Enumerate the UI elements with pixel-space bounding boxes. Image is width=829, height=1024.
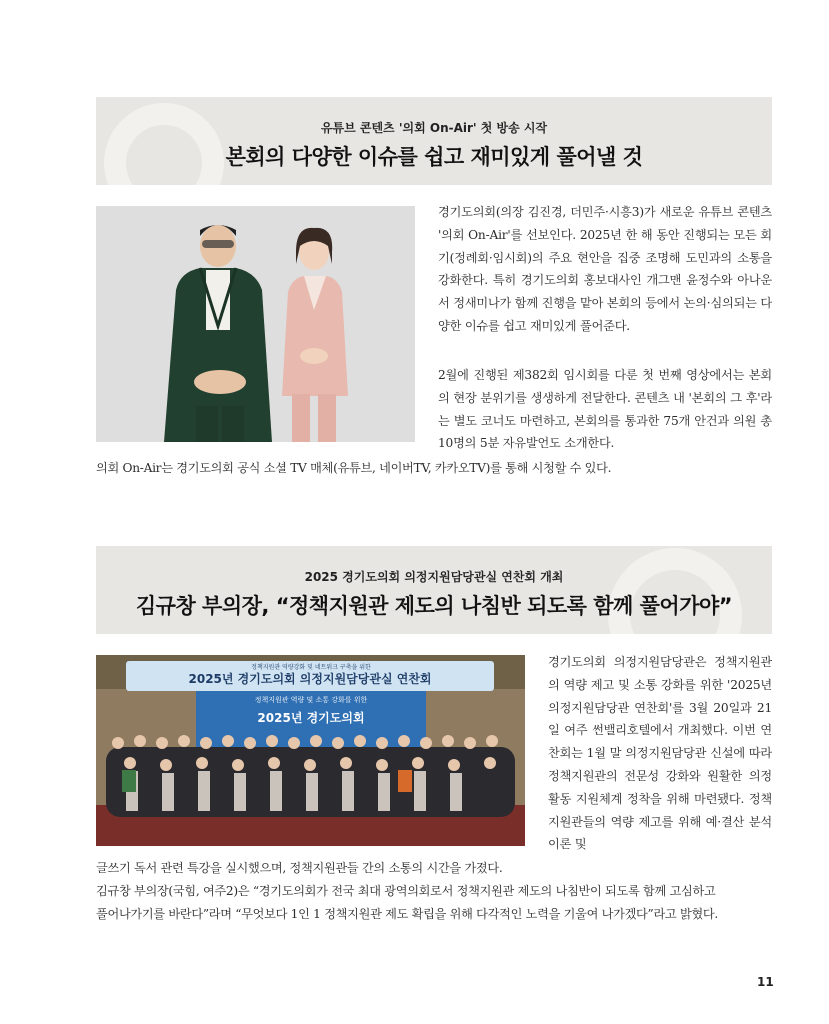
article2-quote-line-2: 풀어나가기를 바란다”라며 “무엇보다 1인 1 정책지원관 제도 확립을 위해 다각적인 노력을 기울여 나가겠다”라고 밝혔다. xyxy=(96,907,718,921)
article1-paragraph-1: 경기도의회(의장 김진경, 더민주·시흥3)가 새로운 유튜브 콘텐츠 '의회 On-Air'를 선보인다. 2025년 한 해 동안 진행되는 모든 회기(정례회·임시회)의 주요 현안을 집중 조명해 도민과의 소통을 강화한다. 특히 경기도의회 홍보대사인 개그맨 윤정수와 아나운서 정새미나가 함께 진행을 맡아 본회의 등에서 논의·심의되는 다양한 이슈를 쉽고 재미있게 풀어준다. xyxy=(438,205,772,333)
page-number: 11 xyxy=(757,975,774,989)
photo-screen-title: 2025년 경기도의회 xyxy=(257,711,365,725)
article2-headline: 김규창 부의장, “정책지원관 제도의 나침반 되도록 함께 풀어가야” xyxy=(135,594,733,618)
article1-paragraph-2: 2월에 진행된 제382회 임시회를 다룬 첫 번째 영상에서는 본회의 현장 분위기를 생생하게 전달한다. 콘텐츠 내 '본회의 그 후'라는 별도 코너도 마련하고, 본회의를 통과한 75개 안건과 의원 총 10명의 5분 자유발언도 소개한다. xyxy=(438,368,772,451)
article1-kicker: 유튜브 콘텐츠 '의회 On-Air' 첫 방송 시작 xyxy=(320,121,548,135)
photo-screen-subtitle: 정책지원관 역량 및 소통 강화를 위한 xyxy=(254,696,368,704)
photo-banner-small-text: 정책지원관 역량강화 및 네트워크 구축을 위한 xyxy=(251,664,371,671)
article1-title-banner xyxy=(96,97,772,185)
article2-title-banner xyxy=(96,546,772,634)
article2-paragraph-continued: 글쓰기 독서 관련 특강을 실시했으며, 정책지원관들 간의 소통의 시간을 가졌다. xyxy=(96,861,503,875)
group-photo xyxy=(96,655,525,846)
hosts-photo xyxy=(96,206,415,442)
article1-headline: 본회의 다양한 이슈를 쉽고 재미있게 풀어낼 것 xyxy=(225,145,643,169)
article1-paragraph-3: 의회 On-Air는 경기도의회 공식 소셜 TV 매체(유튜브, 네이버TV, 카카오TV)를 통해 시청할 수 있다. xyxy=(96,461,612,475)
article2-quote-line-1: 김규창 부의장(국힘, 여주2)은 “경기도의회가 전국 최대 광역의회로서 정책지원관 제도의 나침반이 되도록 함께 고심하고 xyxy=(96,884,716,898)
hosts-photo-illustration xyxy=(96,206,415,442)
article2-kicker: 2025 경기도의회 의정지원담당관실 연찬회 개최 xyxy=(304,570,564,584)
photo-banner-title: 2025년 경기도의회 의정지원담당관실 연찬회 xyxy=(188,672,432,686)
article2-paragraph-1: 경기도의회 의정지원담당관은 정책지원관의 역량 제고 및 소통 강화를 위한 '2025년 의정지원담당관 연찬회'를 3월 20일과 21일 여주 썬밸리호텔에서 개최했다. 이번 연찬회는 1월 말 의정지원담당관 신설에 따라 정책지원관의 전문성 강화와 원활한 의정 활동 지원체계 정착을 위해 마련됐다. 정책지원관들의 역량 제고를 위해 예·결산 분석 이론 및 xyxy=(548,655,772,852)
